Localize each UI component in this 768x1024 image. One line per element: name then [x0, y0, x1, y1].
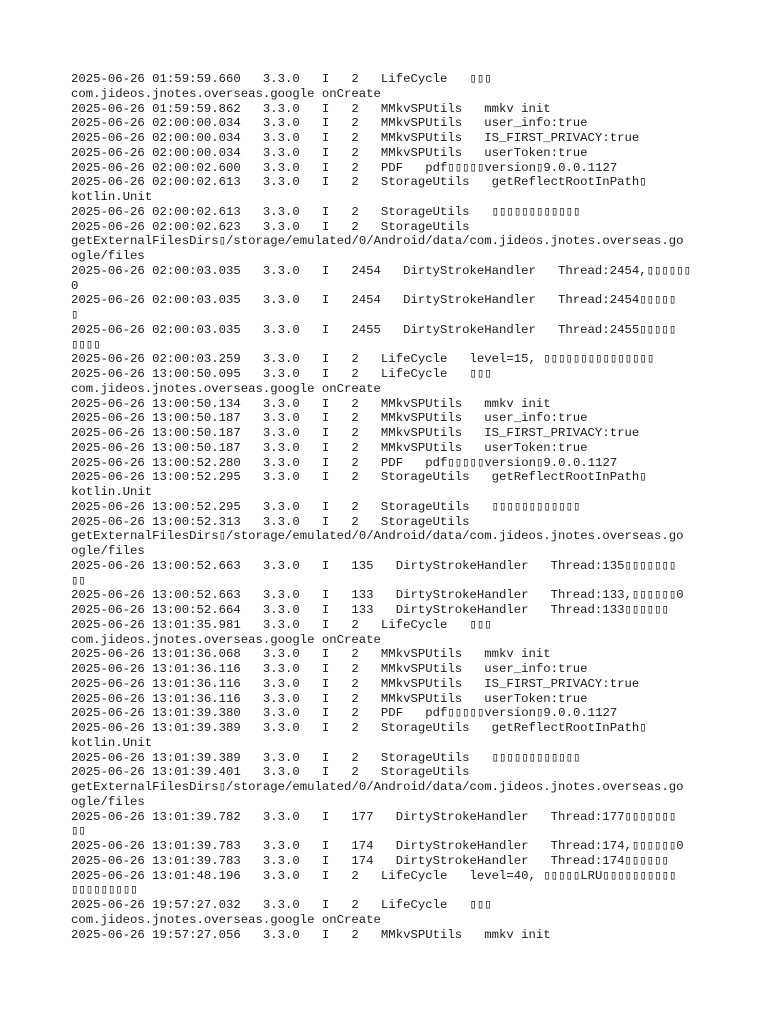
log-line: 2025-06-26 02:00:00.034 3.3.0 I 2 MMkvSPUtils IS_FIRST_PRIVACY:true — [71, 131, 640, 145]
log-line: ▯▯▯▯ — [71, 337, 101, 352]
log-line: 2025-06-26 13:01:39.783 3.3.0 I 174 DirtyStrokeHandler Thread:174▯▯▯▯▯▯ — [71, 853, 669, 868]
log-line: 2025-06-26 13:00:52.280 3.3.0 I 2 PDF pdf▯▯▯▯▯version▯9.0.0.1127 — [71, 455, 618, 470]
log-line: 2025-06-26 19:57:27.032 3.3.0 I 2 LifeCycle ▯▯▯ — [71, 898, 492, 912]
log-line: 2025-06-26 02:00:02.623 3.3.0 I 2 StorageUtils — [71, 219, 470, 234]
log-line: 2025-06-26 13:00:50.134 3.3.0 I 2 MMkvSPUtils mmkv init — [71, 396, 551, 411]
log-line: kotlin.Unit — [71, 485, 153, 499]
log-line: getExternalFilesDirs▯/storage/emulated/0/Android/data/com.jideos.jnotes.overseas.go — [71, 529, 684, 544]
log-line: 2025-06-26 13:00:52.313 3.3.0 I 2 StorageUtils — [71, 514, 470, 529]
log-line: 2025-06-26 02:00:02.613 3.3.0 I 2 StorageUtils ▯▯▯▯▯▯▯▯▯▯▯▯ — [71, 204, 581, 219]
log-line: com.jideos.jnotes.overseas.google onCreate — [71, 381, 381, 396]
log-line: getExternalFilesDirs▯/storage/emulated/0/Android/data/com.jideos.jnotes.overseas.go — [71, 234, 684, 249]
log-line: 2025-06-26 13:01:35.981 3.3.0 I 2 LifeCycle ▯▯▯ — [71, 617, 492, 632]
log-line: 0 — [71, 278, 79, 293]
log-line: 2025-06-26 13:01:36.068 3.3.0 I 2 MMkvSPUtils mmkv init — [71, 647, 551, 662]
log-line: com.jideos.jnotes.overseas.google onCreate — [71, 912, 381, 927]
log-line: 2025-06-26 13:00:50.187 3.3.0 I 2 MMkvSPUtils IS_FIRST_PRIVACY:true — [71, 426, 640, 440]
log-line: 2025-06-26 02:00:00.034 3.3.0 I 2 MMkvSPUtils user_info:true — [71, 116, 588, 131]
log-line: 2025-06-26 19:57:27.056 3.3.0 I 2 MMkvSPUtils mmkv init — [71, 927, 551, 942]
log-line: 2025-06-26 13:00:50.187 3.3.0 I 2 MMkvSPUtils userToken:true — [71, 440, 588, 455]
log-line: 2025-06-26 13:01:39.782 3.3.0 I 177 DirtyStrokeHandler Thread:177▯▯▯▯▯▯▯ — [71, 809, 677, 824]
log-line: 2025-06-26 13:00:50.095 3.3.0 I 2 LifeCycle ▯▯▯ — [71, 367, 492, 381]
log-line: 2025-06-26 13:01:36.116 3.3.0 I 2 MMkvSPUtils userToken:true — [71, 691, 588, 706]
log-line: 2025-06-26 13:01:39.380 3.3.0 I 2 PDF pdf▯▯▯▯▯version▯9.0.0.1127 — [71, 706, 618, 721]
log-line: 2025-06-26 13:00:52.664 3.3.0 I 133 DirtyStrokeHandler Thread:133▯▯▯▯▯▯ — [71, 603, 669, 617]
log-line: 2025-06-26 02:00:02.600 3.3.0 I 2 PDF pdf▯▯▯▯▯version▯9.0.0.1127 — [71, 160, 618, 175]
log-line: 2025-06-26 13:00:52.663 3.3.0 I 133 DirtyStrokeHandler Thread:133,▯▯▯▯▯▯0 — [71, 588, 684, 603]
log-line: ▯ — [71, 308, 79, 322]
log-line: kotlin.Unit — [71, 735, 153, 750]
log-line: getExternalFilesDirs▯/storage/emulated/0/Android/data/com.jideos.jnotes.overseas.go — [71, 780, 684, 794]
log-text-block — [71, 72, 711, 942]
log-line: ogle/files — [71, 544, 145, 558]
log-line: 2025-06-26 02:00:00.034 3.3.0 I 2 MMkvSPUtils userToken:true — [71, 145, 588, 160]
log-line: 2025-06-26 01:59:59.660 3.3.0 I 2 LifeCycle ▯▯▯ — [71, 72, 492, 86]
log-line: ▯▯ — [71, 573, 86, 588]
log-line: 2025-06-26 02:00:03.035 3.3.0 I 2455 DirtyStrokeHandler Thread:2455▯▯▯▯▯ — [71, 322, 677, 337]
log-line: ▯▯ — [71, 824, 86, 839]
log-line: 2025-06-26 13:00:52.295 3.3.0 I 2 StorageUtils ▯▯▯▯▯▯▯▯▯▯▯▯ — [71, 499, 581, 514]
log-line: ogle/files — [71, 794, 145, 809]
log-line: 2025-06-26 02:00:03.259 3.3.0 I 2 LifeCycle level=15, ▯▯▯▯▯▯▯▯▯▯▯▯▯▯▯ — [71, 352, 655, 367]
log-line: kotlin.Unit — [71, 190, 153, 204]
log-line: ogle/files — [71, 249, 145, 263]
log-line: 2025-06-26 13:01:36.116 3.3.0 I 2 MMkvSPUtils user_info:true — [71, 662, 588, 676]
log-line: 2025-06-26 13:01:39.783 3.3.0 I 174 DirtyStrokeHandler Thread:174,▯▯▯▯▯▯0 — [71, 839, 684, 853]
log-line: 2025-06-26 13:00:52.295 3.3.0 I 2 StorageUtils getReflectRootInPath▯ — [71, 470, 647, 485]
log-line: 2025-06-26 13:01:36.116 3.3.0 I 2 MMkvSPUtils IS_FIRST_PRIVACY:true — [71, 676, 640, 691]
log-line: 2025-06-26 02:00:03.035 3.3.0 I 2454 DirtyStrokeHandler Thread:2454,▯▯▯▯▯▯ — [71, 263, 692, 278]
log-line: 2025-06-26 13:01:39.389 3.3.0 I 2 StorageUtils ▯▯▯▯▯▯▯▯▯▯▯▯ — [71, 750, 581, 765]
log-line: 2025-06-26 13:01:48.196 3.3.0 I 2 LifeCycle level=40, ▯▯▯▯▯LRU▯▯▯▯▯▯▯▯▯▯ — [71, 868, 677, 883]
log-line: 2025-06-26 13:00:52.663 3.3.0 I 135 DirtyStrokeHandler Thread:135▯▯▯▯▯▯▯ — [71, 558, 677, 573]
log-line: 2025-06-26 02:00:02.613 3.3.0 I 2 StorageUtils getReflectRootInPath▯ — [71, 175, 647, 190]
log-line: 2025-06-26 13:01:39.401 3.3.0 I 2 StorageUtils — [71, 765, 470, 780]
log-line: 2025-06-26 13:01:39.389 3.3.0 I 2 StorageUtils getReflectRootInPath▯ — [71, 721, 647, 735]
log-line: 2025-06-26 02:00:03.035 3.3.0 I 2454 DirtyStrokeHandler Thread:2454▯▯▯▯▯ — [71, 293, 677, 308]
log-line: ▯▯▯▯▯▯▯▯▯ — [71, 883, 138, 898]
log-line: 2025-06-26 13:00:50.187 3.3.0 I 2 MMkvSPUtils user_info:true — [71, 411, 588, 426]
log-line: com.jideos.jnotes.overseas.google onCreate — [71, 86, 381, 101]
log-line: com.jideos.jnotes.overseas.google onCreate — [71, 632, 381, 647]
log-line: 2025-06-26 01:59:59.862 3.3.0 I 2 MMkvSPUtils mmkv init — [71, 101, 551, 116]
